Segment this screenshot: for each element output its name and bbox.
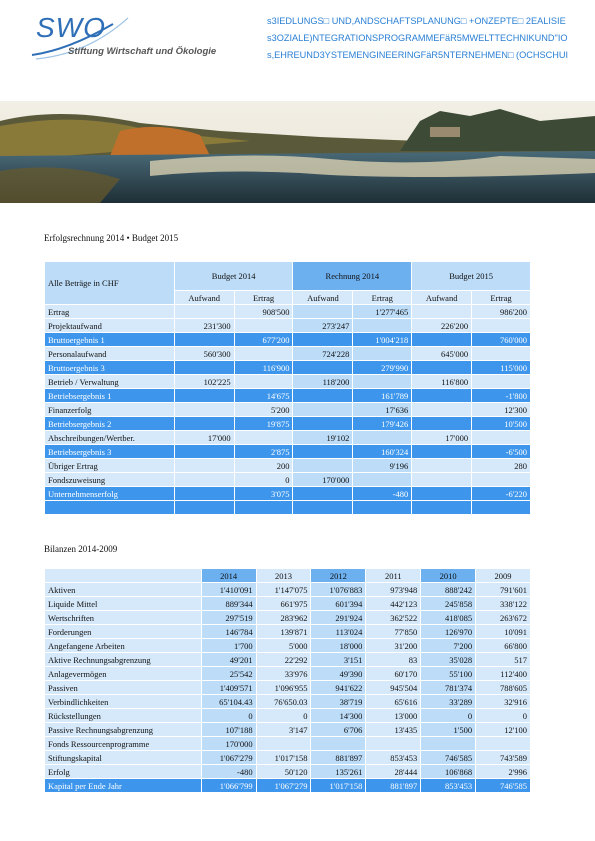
- value-cell: 743'589: [476, 751, 531, 765]
- table-row: [45, 501, 531, 515]
- value-cell: 279'990: [353, 361, 412, 375]
- value-cell: [353, 319, 412, 333]
- value-cell: [353, 431, 412, 445]
- value-cell: [353, 375, 412, 389]
- value-cell: -1'800: [472, 389, 531, 403]
- bilanzen-table: [44, 568, 531, 793]
- value-cell: 263'672: [476, 611, 531, 625]
- value-cell: [412, 389, 472, 403]
- value-cell: 65'104.43: [201, 695, 256, 709]
- value-cell: [256, 737, 311, 751]
- row-label: Abschreibungen/Wertber.: [45, 431, 175, 445]
- value-cell: [412, 487, 472, 501]
- value-cell: 33'976: [256, 667, 311, 681]
- value-cell: 853'453: [421, 779, 476, 793]
- value-cell: 50'120: [256, 765, 311, 779]
- value-cell: 645'000: [412, 347, 472, 361]
- row-label: Erfolg: [45, 765, 202, 779]
- value-cell: 76'650.03: [256, 695, 311, 709]
- table-row: [45, 653, 531, 667]
- value-cell: 17'000: [174, 431, 234, 445]
- value-cell: 3'151: [311, 653, 366, 667]
- row-label: Verbindlichkeiten: [45, 695, 202, 709]
- header-line: s3OZIALE)NTEGRATIONSPROGRAMMEFäR5MWELTTECHNIKUND"IO: [267, 33, 568, 43]
- value-cell: 889'344: [201, 597, 256, 611]
- value-cell: 3'147: [256, 723, 311, 737]
- value-cell: [174, 473, 234, 487]
- value-cell: 12'100: [476, 723, 531, 737]
- value-cell: 10'500: [472, 417, 531, 431]
- value-cell: [412, 459, 472, 473]
- value-cell: 1'067'279: [201, 751, 256, 765]
- value-cell: [234, 375, 293, 389]
- value-cell: 160'324: [353, 445, 412, 459]
- value-cell: 1'096'955: [256, 681, 311, 695]
- value-cell: 1'409'571: [201, 681, 256, 695]
- row-label: Übriger Ertrag: [45, 459, 175, 473]
- value-cell: -480: [353, 487, 412, 501]
- value-cell: 5'200: [234, 403, 293, 417]
- value-cell: 22'292: [256, 653, 311, 667]
- value-cell: 65'616: [366, 695, 421, 709]
- value-cell: 19'875: [234, 417, 293, 431]
- logo-subtitle: Stiftung Wirtschaft und Ökologie: [68, 46, 217, 57]
- erfolgsrechnung-table: [44, 261, 531, 515]
- value-cell: [412, 417, 472, 431]
- table-row: [45, 667, 531, 681]
- value-cell: 102'225: [174, 375, 234, 389]
- value-cell: 112'400: [476, 667, 531, 681]
- value-cell: 19'102: [293, 431, 353, 445]
- table-row: [45, 695, 531, 709]
- value-cell: 1'700: [201, 639, 256, 653]
- table-row: [45, 583, 531, 597]
- row-label: Liquide Mittel: [45, 597, 202, 611]
- table-row: [45, 625, 531, 639]
- value-cell: [472, 347, 531, 361]
- value-cell: -6'500: [472, 445, 531, 459]
- value-cell: 10'091: [476, 625, 531, 639]
- value-cell: 881'897: [311, 751, 366, 765]
- value-cell: 0: [234, 473, 293, 487]
- row-label: Wertschriften: [45, 611, 202, 625]
- table-row: [45, 611, 531, 625]
- table-row: [45, 319, 531, 333]
- value-cell: [174, 459, 234, 473]
- year-header: 2013: [256, 569, 311, 583]
- value-cell: 14'675: [234, 389, 293, 403]
- value-cell: 231'300: [174, 319, 234, 333]
- table-row: [45, 681, 531, 695]
- value-cell: [293, 459, 353, 473]
- value-cell: [234, 347, 293, 361]
- value-cell: 9'196: [353, 459, 412, 473]
- value-cell: [472, 473, 531, 487]
- value-cell: [366, 737, 421, 751]
- value-cell: 1'076'883: [311, 583, 366, 597]
- value-cell: 283'962: [256, 611, 311, 625]
- value-cell: [476, 737, 531, 751]
- value-cell: 0: [256, 709, 311, 723]
- value-cell: [293, 305, 353, 319]
- value-cell: [353, 501, 412, 515]
- value-cell: 724'228: [293, 347, 353, 361]
- value-cell: [293, 403, 353, 417]
- value-cell: 13'000: [366, 709, 421, 723]
- value-cell: 517: [476, 653, 531, 667]
- sub-header: Ertrag: [234, 291, 293, 305]
- value-cell: 677'200: [234, 333, 293, 347]
- row-label: Passive Rechnungsabgrenzung: [45, 723, 202, 737]
- value-cell: [412, 501, 472, 515]
- table-row: [45, 333, 531, 347]
- value-cell: 3'075: [234, 487, 293, 501]
- row-label: Bruttoergebnis 3: [45, 361, 175, 375]
- table-row: [45, 417, 531, 431]
- value-cell: 781'374: [421, 681, 476, 695]
- year-header: 2012: [311, 569, 366, 583]
- value-cell: 1'410'091: [201, 583, 256, 597]
- value-cell: [174, 403, 234, 417]
- value-cell: 0: [421, 709, 476, 723]
- row-label: Ertrag: [45, 305, 175, 319]
- value-cell: 1'066'799: [201, 779, 256, 793]
- value-cell: 60'170: [366, 667, 421, 681]
- row-label: Finanzerfolg: [45, 403, 175, 417]
- value-cell: [412, 403, 472, 417]
- value-cell: 297'519: [201, 611, 256, 625]
- value-cell: 746'585: [476, 779, 531, 793]
- group-header: Budget 2014: [174, 262, 293, 291]
- value-cell: 973'948: [366, 583, 421, 597]
- row-label: Fonds Ressourcenprogramme: [45, 737, 202, 751]
- row-label: Stiftungskapital: [45, 751, 202, 765]
- value-cell: [472, 501, 531, 515]
- sub-header: Aufwand: [412, 291, 472, 305]
- value-cell: 179'426: [353, 417, 412, 431]
- swo-logo: [28, 10, 243, 68]
- value-cell: 226'200: [412, 319, 472, 333]
- value-cell: [293, 445, 353, 459]
- year-header: 2009: [476, 569, 531, 583]
- table-row: [45, 445, 531, 459]
- value-cell: 362'522: [366, 611, 421, 625]
- header-line: s3IEDLUNGS□ UND,ANDSCHAFTSPLANUNG□ +ONZEPTE□ 2EALISIE: [267, 16, 566, 26]
- value-cell: 1'017'158: [256, 751, 311, 765]
- value-cell: 200: [234, 459, 293, 473]
- value-cell: [174, 417, 234, 431]
- value-cell: 661'975: [256, 597, 311, 611]
- value-cell: 33'289: [421, 695, 476, 709]
- value-cell: 0: [201, 709, 256, 723]
- table-row: [45, 723, 531, 737]
- value-cell: 442'123: [366, 597, 421, 611]
- value-cell: [412, 361, 472, 375]
- value-cell: 118'200: [293, 375, 353, 389]
- group-header: Rechnung 2014: [293, 262, 412, 291]
- table-row: [45, 751, 531, 765]
- value-cell: 146'784: [201, 625, 256, 639]
- value-cell: 941'622: [311, 681, 366, 695]
- value-cell: [472, 431, 531, 445]
- value-cell: 7'200: [421, 639, 476, 653]
- value-cell: 760'000: [472, 333, 531, 347]
- value-cell: [174, 445, 234, 459]
- value-cell: 881'897: [366, 779, 421, 793]
- value-cell: 1'277'465: [353, 305, 412, 319]
- row-label: Aktiven: [45, 583, 202, 597]
- row-label: Forderungen: [45, 625, 202, 639]
- value-cell: 17'636: [353, 403, 412, 417]
- table-row: [45, 375, 531, 389]
- value-cell: 908'500: [234, 305, 293, 319]
- value-cell: 273'247: [293, 319, 353, 333]
- value-cell: 2'875: [234, 445, 293, 459]
- bilanz-title: Bilanzen 2014-2009: [44, 544, 118, 554]
- value-cell: 55'100: [421, 667, 476, 681]
- group-header: Budget 2015: [412, 262, 531, 291]
- header-row: [45, 569, 531, 583]
- value-cell: 35'028: [421, 653, 476, 667]
- value-cell: 113'024: [311, 625, 366, 639]
- value-cell: [293, 361, 353, 375]
- value-cell: 418'085: [421, 611, 476, 625]
- value-cell: [293, 501, 353, 515]
- value-cell: [293, 333, 353, 347]
- value-cell: 560'300: [174, 347, 234, 361]
- value-cell: 170'000: [293, 473, 353, 487]
- value-cell: 291'924: [311, 611, 366, 625]
- value-cell: 14'300: [311, 709, 366, 723]
- value-cell: 115'000: [472, 361, 531, 375]
- table-row: [45, 459, 531, 473]
- sub-header: Ertrag: [353, 291, 412, 305]
- value-cell: [412, 445, 472, 459]
- value-cell: 788'605: [476, 681, 531, 695]
- table-row: [45, 779, 531, 793]
- value-cell: 161'789: [353, 389, 412, 403]
- row-label: [45, 501, 175, 515]
- value-cell: 13'435: [366, 723, 421, 737]
- erfolg-title: Erfolgsrechnung 2014 • Budget 2015: [44, 233, 179, 243]
- value-cell: -480: [201, 765, 256, 779]
- value-cell: 66'800: [476, 639, 531, 653]
- value-cell: [174, 487, 234, 501]
- header-lines: [267, 13, 587, 64]
- value-cell: 31'200: [366, 639, 421, 653]
- table-row: [45, 347, 531, 361]
- row-label: Betriebsergebnis 1: [45, 389, 175, 403]
- value-cell: 126'970: [421, 625, 476, 639]
- value-cell: 135'261: [311, 765, 366, 779]
- value-cell: 888'242: [421, 583, 476, 597]
- table-row: [45, 737, 531, 751]
- row-label: Betriebsergebnis 2: [45, 417, 175, 431]
- value-cell: 791'601: [476, 583, 531, 597]
- value-cell: [234, 431, 293, 445]
- sub-header: Ertrag: [472, 291, 531, 305]
- row-label: Passiven: [45, 681, 202, 695]
- value-cell: 77'850: [366, 625, 421, 639]
- year-header: 2010: [421, 569, 476, 583]
- value-cell: 601'394: [311, 597, 366, 611]
- value-cell: [353, 473, 412, 487]
- row-label: Bruttoergebnis 1: [45, 333, 175, 347]
- value-cell: 853'453: [366, 751, 421, 765]
- row-label: Betriebsergebnis 3: [45, 445, 175, 459]
- value-cell: 18'000: [311, 639, 366, 653]
- table-row: [45, 487, 531, 501]
- corner-cell: [45, 569, 202, 583]
- table-row: [45, 431, 531, 445]
- value-cell: 945'504: [366, 681, 421, 695]
- value-cell: [174, 305, 234, 319]
- row-label: Unternehmenserfolg: [45, 487, 175, 501]
- value-cell: [174, 333, 234, 347]
- logo-text: SWO: [36, 12, 106, 43]
- value-cell: [472, 319, 531, 333]
- table-row: [45, 473, 531, 487]
- row-label: Betrieb / Verwaltung: [45, 375, 175, 389]
- value-cell: 32'916: [476, 695, 531, 709]
- row-label: Personalaufwand: [45, 347, 175, 361]
- value-cell: 245'858: [421, 597, 476, 611]
- value-cell: [174, 361, 234, 375]
- value-cell: 2'996: [476, 765, 531, 779]
- year-header: 2011: [366, 569, 421, 583]
- value-cell: 116'900: [234, 361, 293, 375]
- value-cell: 116'800: [412, 375, 472, 389]
- year-header: 2014: [201, 569, 256, 583]
- value-cell: 280: [472, 459, 531, 473]
- value-cell: [234, 319, 293, 333]
- value-cell: 83: [366, 653, 421, 667]
- row-label: Fondszuweisung: [45, 473, 175, 487]
- row-label: Anlagevermögen: [45, 667, 202, 681]
- table-row: [45, 765, 531, 779]
- sub-header: Aufwand: [174, 291, 234, 305]
- value-cell: 25'542: [201, 667, 256, 681]
- value-cell: 1'017'158: [311, 779, 366, 793]
- table-row: [45, 403, 531, 417]
- table-row: [45, 361, 531, 375]
- value-cell: 28'444: [366, 765, 421, 779]
- value-cell: [421, 737, 476, 751]
- value-cell: 17'000: [412, 431, 472, 445]
- value-cell: [353, 347, 412, 361]
- value-cell: [174, 389, 234, 403]
- sub-header: Aufwand: [293, 291, 353, 305]
- value-cell: 986'200: [472, 305, 531, 319]
- corner-label: Alle Beträge in CHF: [45, 262, 175, 305]
- value-cell: 107'188: [201, 723, 256, 737]
- value-cell: [412, 473, 472, 487]
- value-cell: [234, 501, 293, 515]
- value-cell: [174, 501, 234, 515]
- value-cell: 49'390: [311, 667, 366, 681]
- row-label: Aktive Rechnungsabgrenzung: [45, 653, 202, 667]
- value-cell: 6'706: [311, 723, 366, 737]
- value-cell: [412, 333, 472, 347]
- table-row: [45, 597, 531, 611]
- value-cell: 1'004'218: [353, 333, 412, 347]
- value-cell: 338'122: [476, 597, 531, 611]
- table-row: [45, 389, 531, 403]
- value-cell: 106'868: [421, 765, 476, 779]
- value-cell: 5'000: [256, 639, 311, 653]
- table-row: [45, 305, 531, 319]
- value-cell: [412, 305, 472, 319]
- value-cell: 38'719: [311, 695, 366, 709]
- value-cell: 49'201: [201, 653, 256, 667]
- header-row: [45, 262, 531, 291]
- value-cell: 1'147'075: [256, 583, 311, 597]
- value-cell: 746'585: [421, 751, 476, 765]
- value-cell: 0: [476, 709, 531, 723]
- row-label: Kapital per Ende Jahr: [45, 779, 202, 793]
- row-label: Angefangene Arbeiten: [45, 639, 202, 653]
- table-row: [45, 639, 531, 653]
- row-label: Projektaufwand: [45, 319, 175, 333]
- row-label: Rückstellungen: [45, 709, 202, 723]
- value-cell: [293, 389, 353, 403]
- value-cell: 1'500: [421, 723, 476, 737]
- value-cell: [293, 487, 353, 501]
- value-cell: 1'067'279: [256, 779, 311, 793]
- value-cell: 139'871: [256, 625, 311, 639]
- table-row: [45, 709, 531, 723]
- value-cell: [293, 417, 353, 431]
- value-cell: -6'220: [472, 487, 531, 501]
- value-cell: [472, 375, 531, 389]
- value-cell: [311, 737, 366, 751]
- river-landscape-photo: [0, 101, 595, 203]
- value-cell: 12'300: [472, 403, 531, 417]
- value-cell: 170'000: [201, 737, 256, 751]
- header-line: s,EHREUND3YSTEMENGINEERINGFäR5NTERNEHMEN□ (OCHSCHUI: [267, 50, 569, 60]
